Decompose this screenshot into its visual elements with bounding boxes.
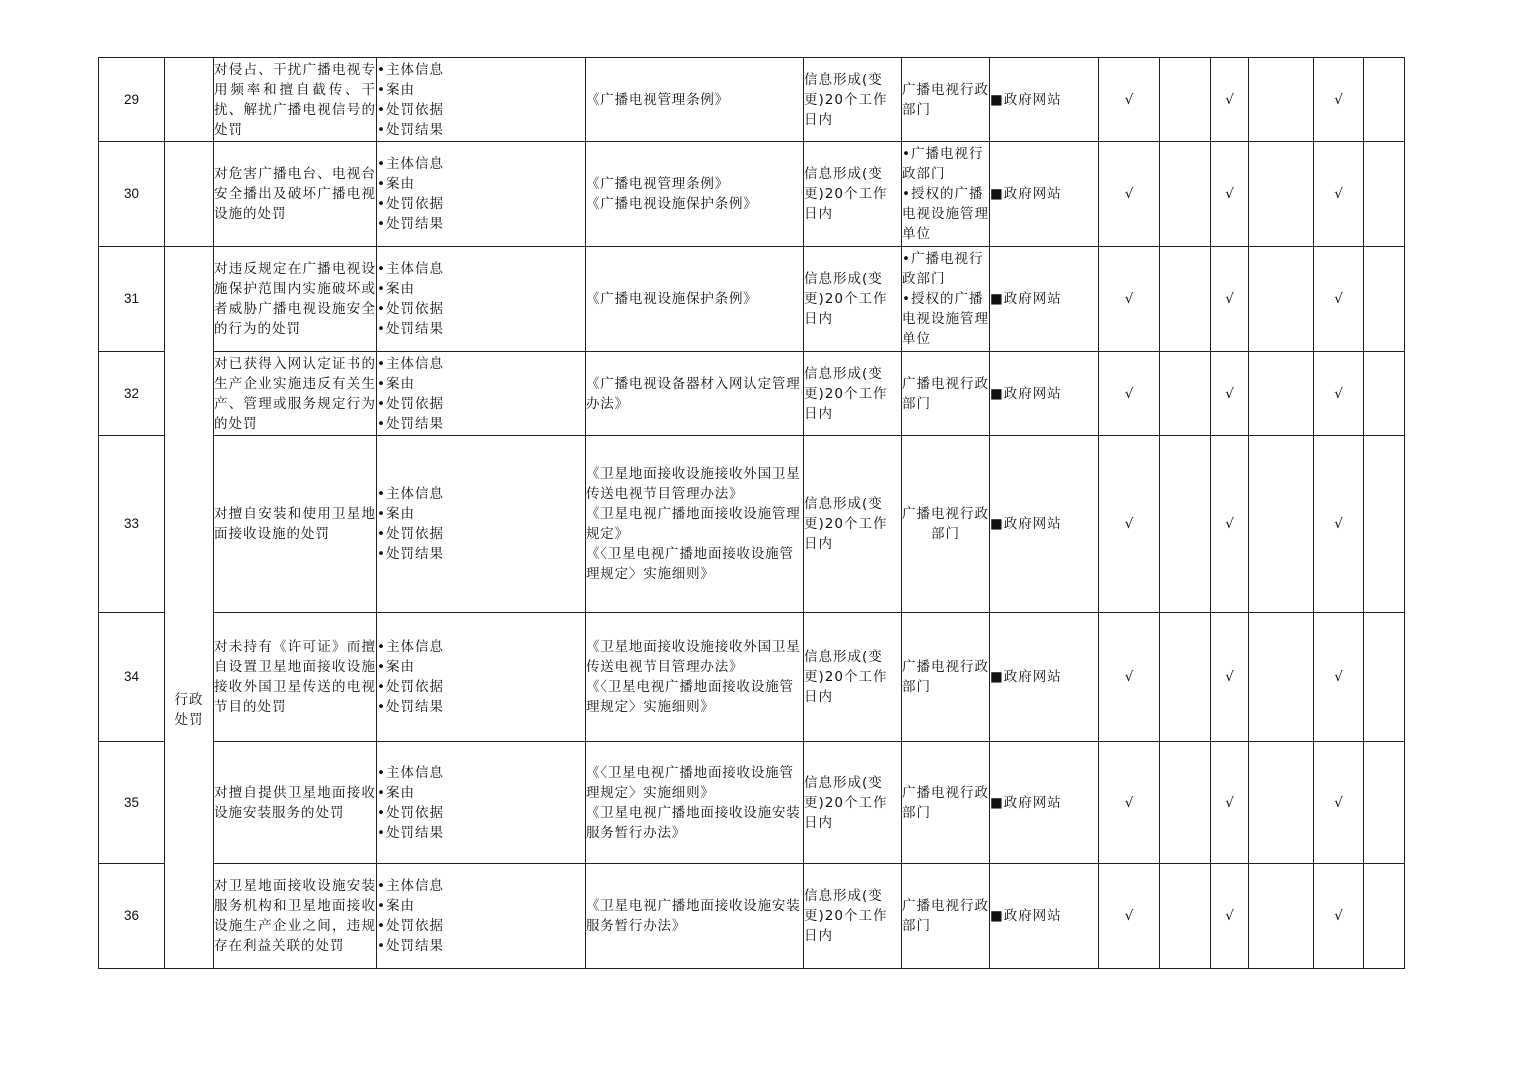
row-number: 33	[99, 436, 165, 613]
check-mark: √	[1099, 742, 1160, 864]
basis-cell: 《卫星地面接收设施接收外国卫星传送电视节目管理办法》 《〈卫星电视广播地面接收设施管理规定〉实施细则》	[586, 613, 804, 742]
category-label: 行政处罚	[174, 692, 204, 728]
channel-cell: ■政府网站	[990, 613, 1099, 742]
empty-cell	[1364, 142, 1405, 247]
category-cell	[165, 247, 214, 969]
channel-cell: ■政府网站	[990, 352, 1099, 436]
items-cell	[377, 142, 586, 247]
check-mark: √	[1211, 142, 1249, 247]
item-entry: •处罚结果	[377, 699, 444, 715]
channel-cell: ■政府网站	[990, 142, 1099, 247]
item-entry: •主体信息	[377, 878, 444, 894]
subject-cell: 广播电视行政部门	[902, 436, 990, 613]
item-entry: •处罚依据	[377, 196, 444, 212]
empty-cell	[1249, 864, 1314, 969]
empty-cell	[1364, 742, 1405, 864]
timeline-cell: 信息形成(变更)20个工作日内	[804, 352, 902, 436]
empty-cell	[1160, 247, 1211, 352]
empty-cell	[1364, 247, 1405, 352]
table-row	[99, 613, 1405, 742]
basis-cell: 《卫星电视广播地面接收设施安装服务暂行办法》	[586, 864, 804, 969]
table-row	[99, 864, 1405, 969]
check-mark: √	[1099, 864, 1160, 969]
disclosure-table	[98, 57, 1405, 969]
empty-cell	[1160, 613, 1211, 742]
item-entry: •处罚结果	[377, 216, 444, 232]
table-row	[99, 352, 1405, 436]
item-entry: •处罚依据	[377, 301, 444, 317]
empty-cell	[1249, 58, 1314, 142]
item-entry: •案由	[377, 176, 415, 192]
table-body	[99, 58, 1405, 969]
item-entry: •主体信息	[377, 61, 444, 78]
check-mark: √	[1211, 247, 1249, 352]
empty-cell	[1160, 352, 1211, 436]
subject-cell: 广播电视行政部门	[902, 352, 990, 436]
items-cell	[377, 58, 586, 142]
check-mark: √	[1099, 142, 1160, 247]
empty-cell	[1160, 742, 1211, 864]
empty-cell	[1364, 864, 1405, 969]
channel-cell: ■政府网站	[990, 436, 1099, 613]
empty-cell	[1364, 613, 1405, 742]
item-entry: •主体信息	[377, 764, 444, 781]
empty-cell	[1160, 436, 1211, 613]
timeline-cell: 信息形成(变更)20个工作日内	[804, 613, 902, 742]
empty-cell	[1249, 613, 1314, 742]
items-cell	[377, 436, 586, 613]
check-mark: √	[1099, 436, 1160, 613]
item-entry: •处罚依据	[377, 395, 444, 412]
item-entry: •案由	[377, 506, 415, 522]
row-number: 32	[99, 352, 165, 436]
table-row	[99, 142, 1405, 247]
item-entry: •处罚依据	[377, 679, 444, 695]
check-mark: √	[1211, 613, 1249, 742]
basis-cell: 《广播电视设施保护条例》	[586, 247, 804, 352]
row-number: 35	[99, 742, 165, 864]
empty-cell	[1249, 742, 1314, 864]
basis-cell: 《广播电视管理条例》	[586, 58, 804, 142]
check-mark: √	[1099, 58, 1160, 142]
timeline-cell: 信息形成(变更)20个工作日内	[804, 864, 902, 969]
item-entry: •处罚结果	[377, 546, 444, 562]
item-entry: •主体信息	[377, 355, 444, 372]
subject-cell: •广播电视行政部门 •授权的广播电视设施管理单位	[902, 247, 990, 352]
check-mark: √	[1314, 436, 1364, 613]
check-mark: √	[1211, 58, 1249, 142]
row-number: 34	[99, 613, 165, 742]
empty-cell	[1249, 247, 1314, 352]
items-cell	[377, 352, 586, 436]
item-entry: •处罚依据	[377, 526, 444, 542]
basis-cell: 《广播电视设备器材入网认定管理办法》	[586, 352, 804, 436]
timeline-cell: 信息形成(变更)20个工作日内	[804, 436, 902, 613]
item-entry: •案由	[377, 281, 415, 297]
item-entry: •处罚结果	[377, 415, 444, 432]
channel-cell: ■政府网站	[990, 742, 1099, 864]
matter-cell: 对违反规定在广播电视设施保护范围内实施破坏或者威胁广播电视设施安全的行为的处罚	[214, 247, 377, 352]
row-number: 30	[99, 142, 165, 247]
item-entry: •案由	[377, 375, 415, 392]
subject-cell: •广播电视行政部门 •授权的广播电视设施管理单位	[902, 142, 990, 247]
table-row	[99, 742, 1405, 864]
item-entry: •案由	[377, 784, 415, 801]
check-mark: √	[1211, 742, 1249, 864]
timeline-cell: 信息形成(变更)20个工作日内	[804, 742, 902, 864]
channel-cell: ■政府网站	[990, 58, 1099, 142]
subject-cell: 广播电视行政部门	[902, 864, 990, 969]
item-entry: •主体信息	[377, 261, 444, 277]
basis-cell: 《广播电视管理条例》 《广播电视设施保护条例》	[586, 142, 804, 247]
matter-cell: 对侵占、干扰广播电视专用频率和擅自截传、干扰、解扰广播电视信号的处罚	[214, 58, 377, 142]
empty-cell	[1364, 436, 1405, 613]
check-mark: √	[1314, 247, 1364, 352]
check-mark: √	[1099, 352, 1160, 436]
basis-cell: 《〈卫星电视广播地面接收设施管理规定〉实施细则》 《卫星电视广播地面接收设施安装服务暂行办法》	[586, 742, 804, 864]
timeline-cell: 信息形成(变更)20个工作日内	[804, 142, 902, 247]
item-entry: •处罚依据	[377, 918, 444, 934]
timeline-cell: 信息形成(变更)20个工作日内	[804, 247, 902, 352]
table-row	[99, 247, 1405, 352]
item-entry: •处罚依据	[377, 101, 444, 118]
item-entry: •案由	[377, 898, 415, 914]
subject-cell: 广播电视行政部门	[902, 58, 990, 142]
timeline-cell: 信息形成(变更)20个工作日内	[804, 58, 902, 142]
item-entry: •主体信息	[377, 486, 444, 502]
matter-cell: 对卫星地面接收设施安装服务机构和卫星地面接收设施生产企业之间，违规存在利益关联的处罚	[214, 864, 377, 969]
item-entry: •处罚结果	[377, 321, 444, 337]
matter-cell: 对未持有《许可证》而擅自设置卫星地面接收设施接收外国卫星传送的电视节目的处罚	[214, 613, 377, 742]
table-row	[99, 58, 1405, 142]
item-entry: •处罚结果	[377, 938, 444, 954]
items-cell	[377, 247, 586, 352]
check-mark: √	[1314, 864, 1364, 969]
item-entry: •案由	[377, 659, 415, 675]
items-cell	[377, 742, 586, 864]
row-number: 31	[99, 247, 165, 352]
empty-cell	[1160, 864, 1211, 969]
matter-cell: 对擅自提供卫星地面接收设施安装服务的处罚	[214, 742, 377, 864]
item-entry: •处罚结果	[377, 824, 444, 841]
check-mark: √	[1211, 352, 1249, 436]
items-cell	[377, 613, 586, 742]
check-mark: √	[1314, 142, 1364, 247]
matter-cell: 对危害广播电台、电视台安全播出及破坏广播电视设施的处罚	[214, 142, 377, 247]
empty-cell	[1249, 352, 1314, 436]
empty-cell	[1160, 142, 1211, 247]
check-mark: √	[1211, 864, 1249, 969]
check-mark: √	[1314, 58, 1364, 142]
category-cell-empty	[165, 58, 214, 142]
empty-cell	[1364, 352, 1405, 436]
basis-cell: 《卫星地面接收设施接收外国卫星传送电视节目管理办法》 《卫星电视广播地面接收设施管理规定》 《〈卫星电视广播地面接收设施管理规定〉实施细则》	[586, 436, 804, 613]
empty-cell	[1364, 58, 1405, 142]
check-mark: √	[1211, 436, 1249, 613]
category-cell-empty	[165, 142, 214, 247]
empty-cell	[1249, 436, 1314, 613]
check-mark: √	[1314, 613, 1364, 742]
item-entry: •处罚结果	[377, 121, 444, 138]
channel-cell: ■政府网站	[990, 247, 1099, 352]
item-entry: •主体信息	[377, 156, 444, 172]
subject-cell: 广播电视行政部门	[902, 613, 990, 742]
items-cell	[377, 864, 586, 969]
check-mark: √	[1314, 352, 1364, 436]
matter-cell: 对已获得入网认定证书的生产企业实施违反有关生产、管理或服务规定行为的处罚	[214, 352, 377, 436]
table-row	[99, 436, 1405, 613]
check-mark: √	[1314, 742, 1364, 864]
empty-cell	[1160, 58, 1211, 142]
matter-cell: 对擅自安装和使用卫星地面接收设施的处罚	[214, 436, 377, 613]
subject-cell: 广播电视行政部门	[902, 742, 990, 864]
row-number: 29	[99, 58, 165, 142]
channel-cell: ■政府网站	[990, 864, 1099, 969]
empty-cell	[1249, 142, 1314, 247]
check-mark: √	[1099, 613, 1160, 742]
item-entry: •案由	[377, 81, 415, 98]
item-entry: •处罚依据	[377, 804, 444, 821]
check-mark: √	[1099, 247, 1160, 352]
item-entry: •主体信息	[377, 639, 444, 655]
row-number: 36	[99, 864, 165, 969]
